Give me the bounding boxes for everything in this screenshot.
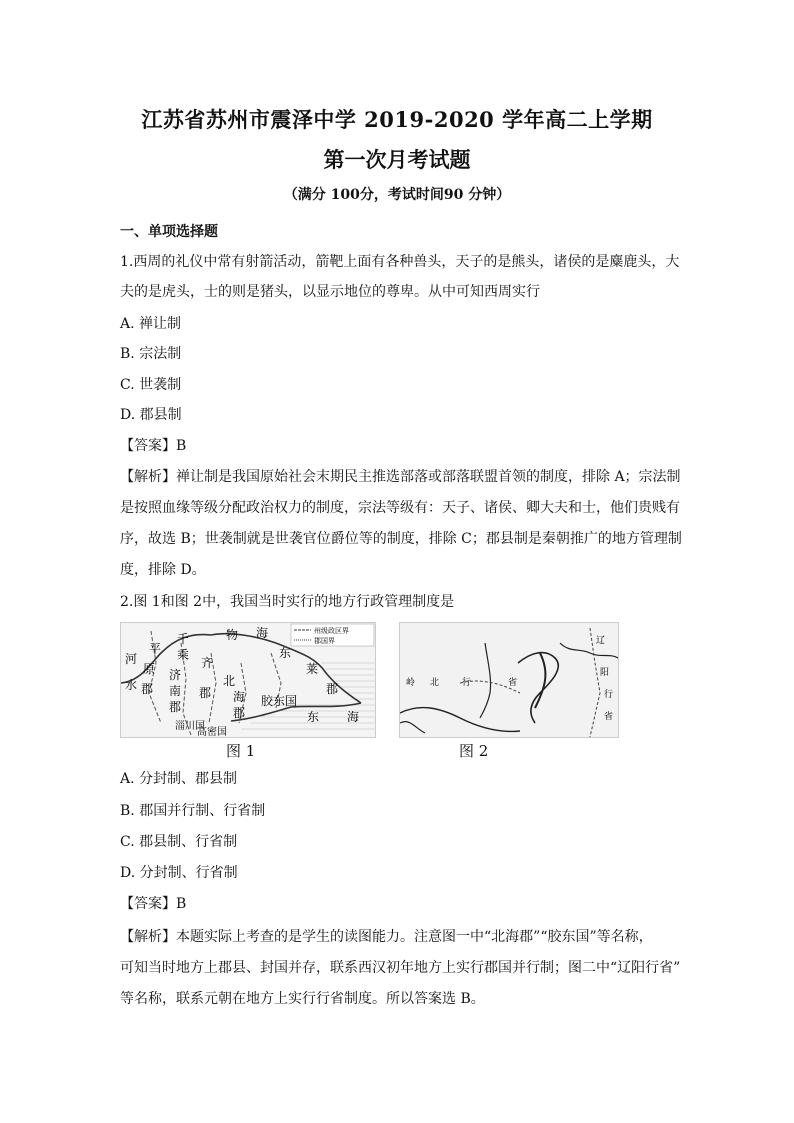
fig2-label: 行 — [462, 678, 472, 688]
q1-stem-line1: 1.西周的礼仪中常有射箭活动，箭靶上面有各种兽头，天子的是熊头，诸侯的是麋鹿头，大 — [120, 254, 680, 270]
q2-option-d: D. 分封制、行省制 — [120, 865, 238, 881]
fig2-label: 行 — [604, 690, 614, 700]
fig1-label: 淄川国 — [175, 721, 205, 732]
fig1-label: 河 — [125, 652, 138, 666]
q1-analysis-line2: 是按照血缘等级分配政治权力的制度，宗法等级有：天子、诸侯、卿大夫和士，他们贵贱有 — [120, 500, 680, 516]
q1-analysis-line1 — [120, 466, 681, 486]
fig1-label: 郡 — [326, 682, 339, 696]
fig1-label: 莱 — [306, 662, 319, 676]
fig1-label: 胶东国 — [261, 694, 298, 708]
fig2-label: 省 — [604, 712, 614, 722]
q1-analysis-text: 禅让制是我国原始社会末期民主推选部落或部落联盟首领的制度，排除 A；宗法制 — [176, 469, 681, 485]
q1-stem-line2: 夫的是虎头，士的则是猪头，以显示地位的尊卑。从中可知西周实行 — [120, 284, 540, 300]
fig1-label: 水 — [125, 678, 138, 692]
q2-option-b: B. 郡国并行制、行省制 — [120, 803, 266, 819]
fig1-label: 原 — [143, 662, 156, 676]
q1-option-d: D. 郡县制 — [120, 407, 182, 423]
q2-answer: 【答案】B — [120, 896, 187, 912]
fig1-label: 海 — [256, 626, 269, 640]
fig2-label: 省 — [508, 678, 518, 688]
q2-option-c: C. 郡县制、行省制 — [120, 834, 238, 850]
exam-title: 江苏省苏州市震泽中学 2019-2020 学年高二上学期 — [141, 107, 653, 132]
figure-1-caption: 图 1 — [226, 742, 256, 760]
exam-subtitle: （满分 100分，考试时间90 分钟） — [283, 187, 511, 203]
fig1-label: 郡 — [169, 700, 182, 714]
fig1-label: 郡 — [233, 706, 246, 720]
q2-analysis-line1 — [120, 926, 653, 946]
fig1-label: 南 — [169, 684, 182, 698]
fig2-label: 辽 — [596, 636, 606, 646]
fig1-label: 齐 — [201, 656, 214, 670]
q2-analysis-line3: 等名称，联系元朝在地方上实行行省制度。所以答案选 B。 — [120, 991, 485, 1007]
figure-2-caption: 图 2 — [459, 742, 489, 760]
q2-option-a: A. 分封制、郡县制 — [120, 771, 238, 787]
fig1-label: 郡 — [199, 686, 212, 700]
fig1-label: 济 — [169, 668, 182, 682]
fig1-label: 物 — [226, 628, 239, 642]
fig1-label: 东 — [307, 710, 320, 724]
fig1-label: 千 — [177, 632, 190, 646]
fig1-legend-state-boundary: 州级政区界 — [314, 627, 349, 635]
q1-analysis-label: 【解析】 — [120, 469, 176, 485]
figure-1-map — [120, 622, 376, 738]
q1-option-a: A. 禅让制 — [120, 316, 182, 332]
fig1-label: 海 — [233, 690, 246, 704]
fig2-label: 北 — [430, 678, 440, 688]
exam-title-line2: 第一次月考试题 — [323, 147, 471, 172]
fig1-label: 高密国 — [197, 727, 227, 738]
q1-answer: 【答案】B — [120, 438, 187, 454]
fig2-label: 阳 — [600, 668, 610, 678]
q2-analysis-text: 本题实际上考查的是学生的读图能力。注意图一中“北海郡”“胶东国”等名称， — [176, 929, 653, 945]
fig1-legend-commandery-boundary: 郡国界 — [314, 637, 335, 645]
fig1-label: 郡 — [141, 682, 154, 696]
q2-analysis-label: 【解析】 — [120, 929, 176, 945]
q2-analysis-line2: 可知当时地方上郡县、封国并存，联系西汉初年地方上实行郡国并行制；图二中“辽阳行省” — [120, 960, 681, 976]
q1-option-b: B. 宗法制 — [120, 346, 182, 362]
q1-analysis-line4: 度，排除 D。 — [120, 562, 206, 578]
q1-option-c: C. 世袭制 — [120, 377, 182, 393]
q2-stem: 2.图 1和图 2中，我国当时实行的地方行政管理制度是 — [120, 594, 455, 610]
fig1-label: 海 — [347, 710, 360, 724]
fig1-label: 北 — [223, 674, 236, 688]
fig1-label: 平 — [149, 642, 162, 656]
fig1-label: 东 — [279, 646, 292, 660]
q1-analysis-line3: 序，故选 B；世袭制就是世袭官位爵位等的制度，排除 C；郡县制是秦朝推广的地方管理制 — [120, 531, 682, 547]
fig2-label: 岭 — [406, 678, 416, 688]
fig1-label: 乘 — [177, 648, 190, 662]
figure-2-map — [399, 622, 619, 738]
section-heading: 一、单项选择题 — [120, 224, 218, 240]
